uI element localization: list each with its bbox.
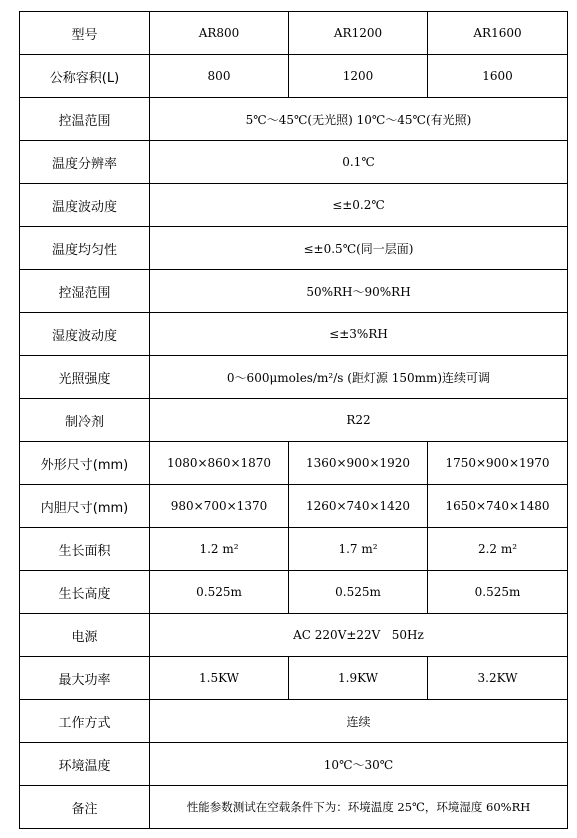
cell-value-span: R22 xyxy=(150,399,568,442)
cell-value: 1650×740×1480 xyxy=(428,485,568,528)
table-row-ambient-temp xyxy=(20,743,568,786)
row-label: 最大功率 xyxy=(20,657,150,700)
model-ar1200: AR1200 xyxy=(289,12,428,55)
table-row-inner-dimensions xyxy=(20,485,568,528)
table-row-operation-mode xyxy=(20,700,568,743)
row-label: 环境温度 xyxy=(20,743,150,786)
cell-value: 1.7 m² xyxy=(289,528,428,571)
cell-value: 0.525m xyxy=(150,571,289,614)
cell-value: 800 xyxy=(150,55,289,98)
cell-value-span: 50%RH～90%RH xyxy=(150,270,568,313)
table-row-humidity-range xyxy=(20,270,568,313)
row-label: 控湿范围 xyxy=(20,270,150,313)
cell-value-span: 5℃～45℃(无光照) 10℃～45℃(有光照) xyxy=(150,98,568,141)
cell-value: 3.2KW xyxy=(428,657,568,700)
row-label: 工作方式 xyxy=(20,700,150,743)
row-label: 控温范围 xyxy=(20,98,150,141)
row-label: 外形尺寸(mm) xyxy=(20,442,150,485)
cell-value: 0.525m xyxy=(289,571,428,614)
cell-value-span: 性能参数测试在空载条件下为：环境温度 25℃，环境湿度 60%RH xyxy=(150,786,568,829)
row-label: 电源 xyxy=(20,614,150,657)
row-label: 温度均匀性 xyxy=(20,227,150,270)
row-label: 生长高度 xyxy=(20,571,150,614)
table-row-outer-dimensions xyxy=(20,442,568,485)
cell-value: 1360×900×1920 xyxy=(289,442,428,485)
table-row-temp-uniformity xyxy=(20,227,568,270)
table-row-remarks xyxy=(20,786,568,829)
cell-value: 1.2 m² xyxy=(150,528,289,571)
cell-value: 2.2 m² xyxy=(428,528,568,571)
table-row-growth-height xyxy=(20,571,568,614)
table-row-growth-area xyxy=(20,528,568,571)
cell-value: 1600 xyxy=(428,55,568,98)
cell-value: 1200 xyxy=(289,55,428,98)
cell-value: 0.525m xyxy=(428,571,568,614)
row-label: 光照强度 xyxy=(20,356,150,399)
row-label: 内胆尺寸(mm) xyxy=(20,485,150,528)
model-ar800: AR800 xyxy=(150,12,289,55)
cell-value: 1080×860×1870 xyxy=(150,442,289,485)
cell-value-span: 0.1℃ xyxy=(150,141,568,184)
table-row-volume xyxy=(20,55,568,98)
cell-value-span: 0～600μmoles/m²/s (距灯源 150mm)连续可调 xyxy=(150,356,568,399)
cell-value-span: 10℃～30℃ xyxy=(150,743,568,786)
table-row-humidity-fluctuation xyxy=(20,313,568,356)
cell-value: 1750×900×1970 xyxy=(428,442,568,485)
cell-value: 1.9KW xyxy=(289,657,428,700)
table-row-power-supply xyxy=(20,614,568,657)
row-label: 温度分辨率 xyxy=(20,141,150,184)
cell-value-span: ≤±3%RH xyxy=(150,313,568,356)
table-row-model xyxy=(20,12,568,55)
model-ar1600: AR1600 xyxy=(428,12,568,55)
cell-value-span: ≤±0.2℃ xyxy=(150,184,568,227)
table-row-refrigerant xyxy=(20,399,568,442)
cell-value-span: 连续 xyxy=(150,700,568,743)
spec-table xyxy=(19,11,568,829)
row-label: 备注 xyxy=(20,786,150,829)
cell-value-span: ≤±0.5℃(同一层面) xyxy=(150,227,568,270)
row-label: 温度波动度 xyxy=(20,184,150,227)
cell-value: 980×700×1370 xyxy=(150,485,289,528)
table-row-temp-resolution xyxy=(20,141,568,184)
table-row-max-power xyxy=(20,657,568,700)
cell-value: 1.5KW xyxy=(150,657,289,700)
row-label: 湿度波动度 xyxy=(20,313,150,356)
table-row-temp-fluctuation xyxy=(20,184,568,227)
cell-value-span: AC 220V±22V 50Hz xyxy=(150,614,568,657)
table-row-light-intensity xyxy=(20,356,568,399)
row-label: 制冷剂 xyxy=(20,399,150,442)
row-label: 型号 xyxy=(20,12,150,55)
cell-value: 1260×740×1420 xyxy=(289,485,428,528)
row-label: 生长面积 xyxy=(20,528,150,571)
table-row-temp-range xyxy=(20,98,568,141)
row-label: 公称容积(L) xyxy=(20,55,150,98)
